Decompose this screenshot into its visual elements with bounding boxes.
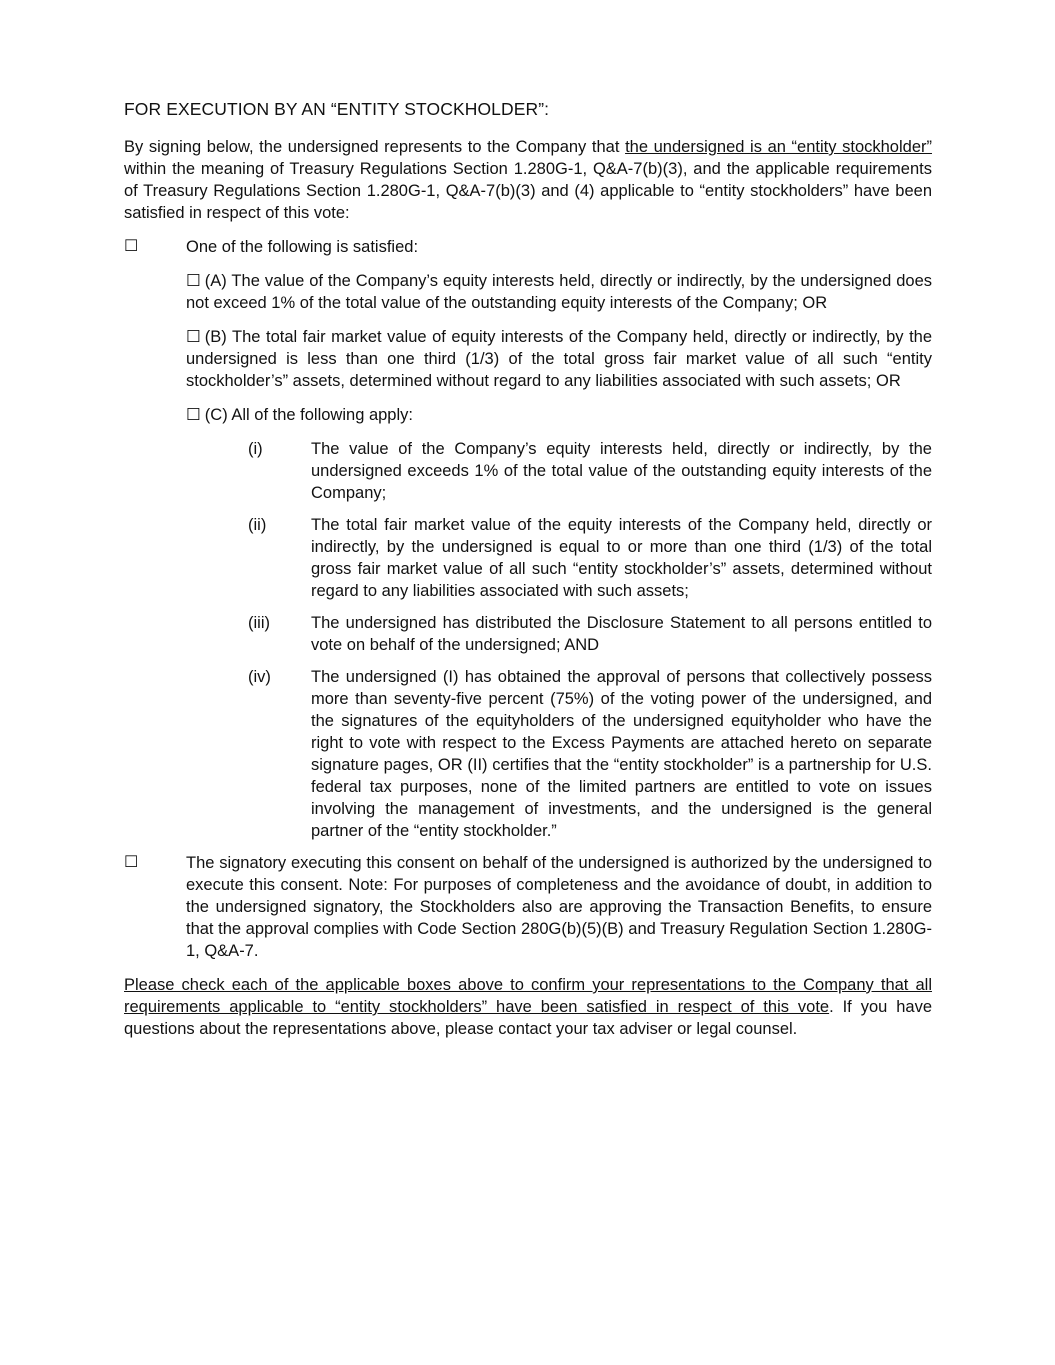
condition-number: (ii) bbox=[248, 516, 267, 534]
condition-text: The undersigned (I) has obtained the approval of persons that collectively possess more than seventy-five percent (75%) of the voting power of the undersigned, and the signatures of the equityholders of the undersigned equityholder who have the right to vote with respect to the Excess Payments are attached hereto on separate signature pages, OR (II) certifies that the “entity stockholder” is a partnership for U.S. federal tax purposes, none of the limited partners are entitled to vote on issues involving the management of investments, and the undersigned is the general partner of the “entity stockholder.” bbox=[311, 668, 932, 840]
intro-text-pre: By signing below, the undersigned represents to the Company that bbox=[124, 138, 626, 156]
option-c-paragraph bbox=[186, 404, 932, 426]
intro-text-post: within the meaning of Treasury Regulations Section 1.280G-1, Q&A-7(b)(3), and the applicable requirements of Treasury Regulations Section 1.280G-1, Q&A-7(b)(3) and (4) applicable to “entity stockholders” have been satisfied in respect of this vote: bbox=[124, 160, 932, 222]
closing-text-underlined: Please check each of the applicable boxes above to confirm your representations to the Company that all requirements applicable to “entity stockholders” have been satisfied in respect of this vote bbox=[124, 976, 932, 1016]
condition-text: The total fair market value of the equity interests of the Company held, directly or indirectly, by the undersigned is equal to or more than one third (1/3) of the total gross fair market value of all such “entity stockholder’s” assets, determined without regard to any liabilities associated with such assets; bbox=[311, 516, 932, 600]
condition-number: (i) bbox=[248, 440, 263, 458]
option-two-checkbox[interactable]: ☐ bbox=[124, 854, 139, 871]
condition-number: (iv) bbox=[248, 668, 271, 686]
intro-paragraph bbox=[124, 136, 932, 224]
condition-item-ii bbox=[248, 514, 932, 602]
option-c-label: (C) All of the following apply: bbox=[204, 406, 413, 424]
option-a-paragraph bbox=[186, 270, 932, 314]
option-two-text: The signatory executing this consent on behalf of the undersigned is authorized by the undersigned to execute this consent. Note: For purposes of completeness and the avoidance of doubt, in addition to the undersigned signatory, the Stockholders also are approving the Transaction Benefits, to ensure that the approval complies with Code Section 280G(b)(5)(B) and Treasury Regulation Section 1.280G-1, Q&A-7. bbox=[186, 854, 932, 960]
closing-text-post: . If you have questions about the representations above, please contact your tax adviser or legal counsel. bbox=[124, 998, 933, 1038]
option-b-paragraph bbox=[186, 326, 932, 392]
option-c-checkbox[interactable]: ☐ bbox=[186, 406, 201, 424]
condition-item-iii bbox=[248, 612, 932, 656]
closing-paragraph bbox=[124, 974, 932, 1040]
condition-text: The value of the Company’s equity interests held, directly or indirectly, by the undersigned exceeds 1% of the total value of the outstanding equity interests of the Company; bbox=[311, 440, 932, 502]
document-page bbox=[124, 98, 932, 1040]
option-one-row bbox=[124, 236, 932, 258]
condition-item-iv bbox=[248, 666, 932, 842]
option-one-label: One of the following is satisfied: bbox=[186, 238, 419, 256]
intro-text-underlined: the undersigned is an “entity stockholder” bbox=[625, 138, 932, 156]
option-two-row bbox=[124, 852, 932, 962]
option-a-checkbox[interactable]: ☐ bbox=[186, 272, 201, 290]
option-b-checkbox[interactable]: ☐ bbox=[186, 328, 201, 346]
option-b-text: (B) The total fair market value of equity interests of the Company held, directly or indirectly, by the undersigned is less than one third (1/3) of the total gross fair market value of all such “entity stockholder’s” assets, determined without regard to any liabilities associated with such assets; OR bbox=[186, 328, 932, 390]
option-a-text: (A) The value of the Company’s equity interests held, directly or indirectly, by the undersigned does not exceed 1% of the total value of the outstanding equity interests of the Company; OR bbox=[186, 272, 932, 312]
option-one-checkbox[interactable]: ☐ bbox=[124, 238, 139, 255]
condition-text: The undersigned has distributed the Disclosure Statement to all persons entitled to vote on behalf of the undersigned; AND bbox=[311, 614, 932, 654]
condition-item-i bbox=[248, 438, 932, 504]
condition-number: (iii) bbox=[248, 614, 270, 632]
section-heading: FOR EXECUTION BY AN “ENTITY STOCKHOLDER”: bbox=[124, 99, 550, 119]
